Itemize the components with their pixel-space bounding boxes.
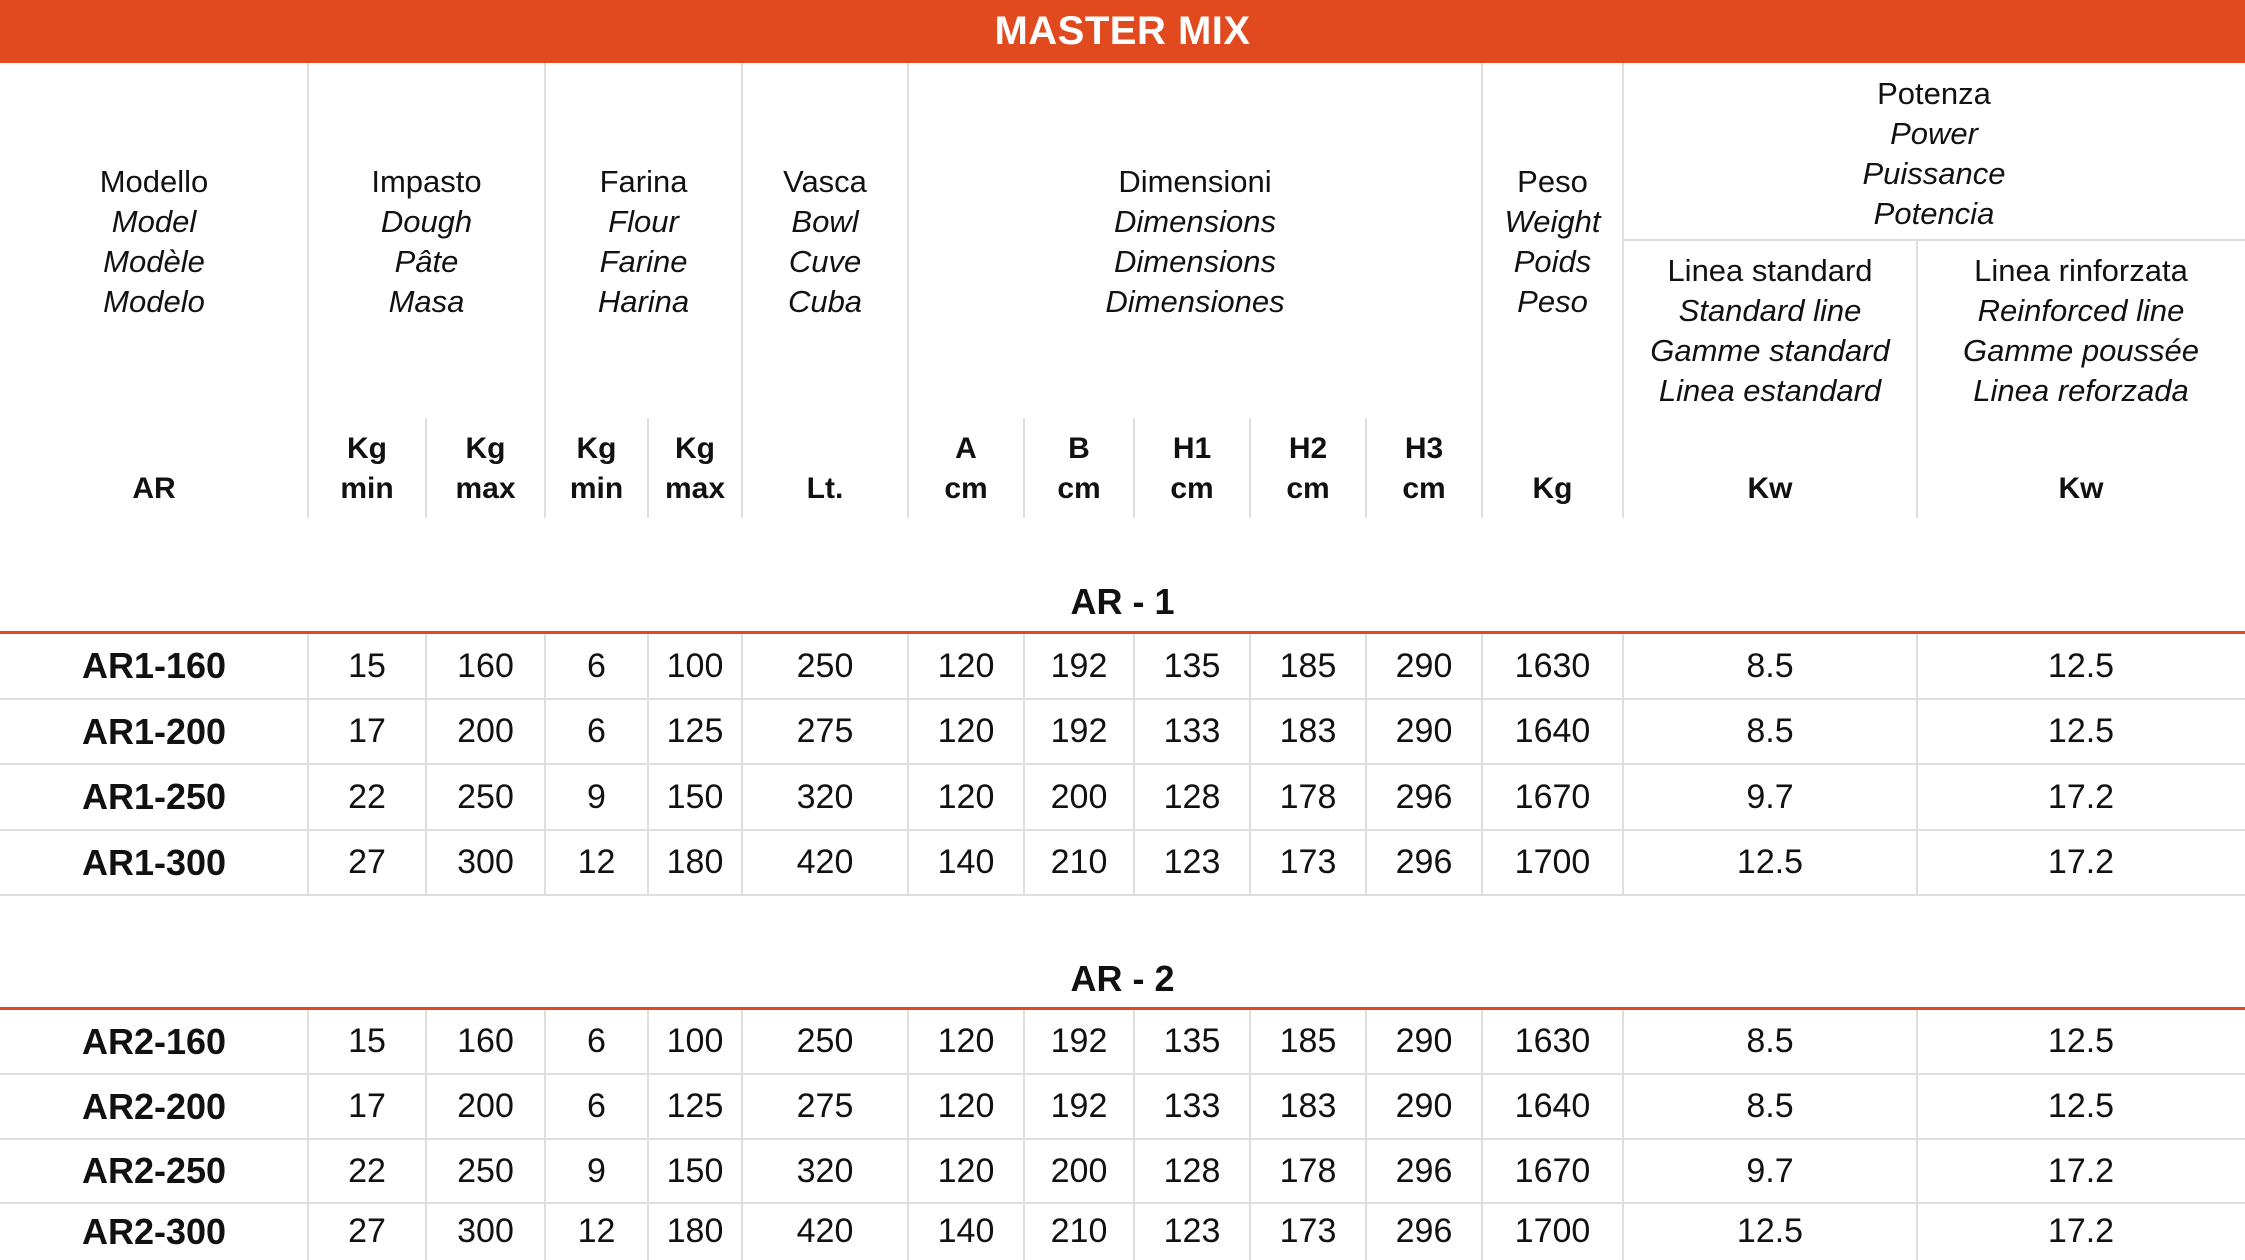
table-cell: 12.5 bbox=[2047, 646, 2115, 685]
header-line: Linea rinforzata bbox=[1974, 253, 2188, 288]
table-cell: 17.2 bbox=[2047, 1151, 2115, 1190]
table-cell: 1700 bbox=[1514, 1212, 1591, 1250]
unit-label bbox=[1250, 429, 1366, 509]
table-cell: 9 bbox=[587, 1151, 606, 1190]
header-line: Puissance bbox=[1862, 156, 2006, 191]
model-name: AR2-200 bbox=[81, 1085, 227, 1127]
header-dough bbox=[308, 162, 545, 322]
unit-text: A bbox=[955, 432, 977, 465]
table-cell: 296 bbox=[1395, 1151, 1453, 1190]
header-line: Linea reforzada bbox=[1973, 373, 2189, 408]
unit-text: H1 bbox=[1172, 432, 1212, 465]
unit-text: H2 bbox=[1288, 432, 1328, 465]
unit-label bbox=[308, 429, 426, 509]
row-divider bbox=[0, 894, 2245, 896]
table-cell: 296 bbox=[1395, 777, 1453, 816]
table-cell: 1640 bbox=[1514, 1087, 1591, 1125]
table-cell: 200 bbox=[1050, 1151, 1108, 1190]
table-cell: 22 bbox=[348, 777, 386, 816]
table-cell: 1640 bbox=[1514, 712, 1591, 750]
header-divider bbox=[1623, 239, 2245, 241]
table-cell: 1630 bbox=[1514, 1022, 1591, 1060]
table-cell: 135 bbox=[1163, 1022, 1221, 1060]
table-cell: 12 bbox=[577, 843, 616, 881]
header-line: Dimensioni bbox=[1118, 164, 1272, 199]
header-line: Masa bbox=[388, 284, 465, 319]
table-cell: 173 bbox=[1279, 1212, 1337, 1250]
header-line: Peso bbox=[1517, 164, 1588, 199]
table-cell: 173 bbox=[1279, 843, 1337, 881]
table-cell: 200 bbox=[457, 712, 514, 750]
unit-text: Kw bbox=[1747, 472, 1793, 505]
header-line: Bowl bbox=[791, 204, 859, 239]
unit-label bbox=[908, 429, 1024, 509]
table-cell: 300 bbox=[457, 1212, 514, 1250]
table-cell: 9.7 bbox=[1746, 777, 1794, 816]
header-line: Farina bbox=[599, 164, 688, 199]
header-line: Dough bbox=[380, 204, 473, 239]
table-cell: 17.2 bbox=[2047, 1212, 2115, 1250]
header-line: Flour bbox=[608, 204, 679, 239]
table-cell: 290 bbox=[1395, 712, 1453, 750]
unit-text: Kw bbox=[2058, 472, 2104, 505]
table-cell: 210 bbox=[1050, 843, 1108, 881]
header-flour bbox=[545, 162, 742, 322]
table-cell: 12.5 bbox=[2047, 712, 2115, 750]
header-line: Linea standard bbox=[1667, 253, 1873, 288]
table-cell: 192 bbox=[1050, 1022, 1108, 1060]
table-cell: 120 bbox=[937, 1087, 995, 1125]
table-cell: 250 bbox=[796, 1022, 854, 1060]
table-cell: 6 bbox=[587, 1022, 606, 1060]
table-cell: 6 bbox=[587, 712, 606, 750]
table-cell: 128 bbox=[1163, 1151, 1221, 1190]
table-cell: 9 bbox=[587, 777, 606, 816]
unit-text: cm bbox=[1402, 472, 1446, 505]
unit-label bbox=[1134, 429, 1250, 509]
table-cell: 15 bbox=[348, 1022, 386, 1060]
table-cell: 250 bbox=[457, 777, 514, 816]
unit-label bbox=[1917, 469, 2245, 509]
header-line: Modèle bbox=[103, 244, 205, 279]
table-cell: 123 bbox=[1163, 843, 1221, 881]
header-line: Peso bbox=[1517, 284, 1588, 319]
header-line: Cuba bbox=[787, 284, 863, 319]
unit-text: Lt. bbox=[806, 472, 844, 505]
unit-label bbox=[1623, 469, 1917, 509]
table-cell: 6 bbox=[587, 646, 606, 685]
table-cell: 100 bbox=[666, 1022, 724, 1060]
table-cell: 120 bbox=[937, 777, 995, 816]
header-line: Model bbox=[111, 204, 197, 239]
header-line: Modelo bbox=[103, 284, 205, 319]
header-line: Harina bbox=[597, 284, 690, 319]
unit-label bbox=[1482, 469, 1623, 509]
header-line: Reinforced line bbox=[1977, 293, 2185, 328]
unit-label bbox=[1366, 429, 1482, 509]
table-cell: 185 bbox=[1279, 646, 1337, 685]
table-cell: 125 bbox=[666, 712, 724, 750]
unit-label bbox=[648, 429, 742, 509]
unit-text: Kg bbox=[347, 432, 387, 465]
unit-label bbox=[545, 429, 648, 509]
table-cell: 17 bbox=[348, 1087, 386, 1125]
header-bowl bbox=[742, 162, 908, 322]
header-line: Gamme standard bbox=[1650, 333, 1890, 368]
unit-text: Kg bbox=[576, 432, 617, 465]
table-cell: 178 bbox=[1279, 777, 1337, 816]
unit-text: max bbox=[455, 472, 516, 505]
unit-text: cm bbox=[1057, 472, 1101, 505]
table-cell: 250 bbox=[457, 1151, 514, 1190]
table-cell: 133 bbox=[1163, 712, 1221, 750]
table-cell: 192 bbox=[1050, 646, 1108, 685]
unit-text: H3 bbox=[1404, 432, 1444, 465]
table-cell: 320 bbox=[796, 1151, 854, 1190]
table-cell: 200 bbox=[457, 1087, 514, 1125]
unit-text: min bbox=[340, 472, 394, 505]
header-model bbox=[0, 162, 308, 322]
header-line: Potenza bbox=[1877, 76, 1991, 111]
header-line: Dimensiones bbox=[1105, 284, 1285, 319]
header-line: Impasto bbox=[371, 164, 482, 199]
header-reinforced-line bbox=[1917, 251, 2245, 411]
table-cell: 250 bbox=[796, 646, 854, 685]
table-cell: 192 bbox=[1050, 1087, 1108, 1125]
table-cell: 12.5 bbox=[2047, 1087, 2115, 1125]
header-dimensions bbox=[908, 162, 1482, 322]
table-cell: 290 bbox=[1395, 646, 1453, 685]
model-name: AR2-300 bbox=[81, 1210, 227, 1252]
table-cell: 275 bbox=[796, 712, 854, 750]
table-cell: 120 bbox=[937, 1151, 995, 1190]
table-cell: 12.5 bbox=[1736, 843, 1804, 881]
table-cell: 180 bbox=[666, 1212, 724, 1250]
table-cell: 320 bbox=[796, 777, 854, 816]
header-power bbox=[1623, 74, 2245, 234]
header-line: Standard line bbox=[1678, 293, 1862, 328]
unit-text: B bbox=[1068, 432, 1090, 465]
table-cell: 27 bbox=[348, 843, 386, 881]
table-cell: 150 bbox=[666, 777, 724, 816]
table-cell: 8.5 bbox=[1746, 1022, 1794, 1060]
unit-label bbox=[742, 469, 908, 509]
table-cell: 150 bbox=[666, 1151, 724, 1190]
table-cell: 300 bbox=[457, 843, 514, 881]
header-line: Farine bbox=[599, 244, 688, 279]
header-line: Dimensions bbox=[1114, 204, 1276, 239]
table-cell: 183 bbox=[1279, 1087, 1337, 1125]
table-cell: 135 bbox=[1163, 646, 1221, 685]
section-title: AR - 2 bbox=[1070, 958, 1175, 999]
header-line: Vasca bbox=[783, 164, 867, 199]
table-cell: 12.5 bbox=[2047, 1022, 2115, 1060]
unit-text: Kg bbox=[1532, 472, 1573, 505]
unit-text: max bbox=[664, 472, 726, 505]
model-name: AR1-200 bbox=[81, 710, 227, 752]
table-cell: 1700 bbox=[1514, 843, 1591, 881]
table-cell: 120 bbox=[937, 646, 995, 685]
table-cell: 290 bbox=[1395, 1087, 1453, 1125]
model-name: AR2-160 bbox=[81, 1020, 227, 1062]
table-cell: 123 bbox=[1163, 1212, 1221, 1250]
model-name: AR1-300 bbox=[81, 841, 227, 883]
table-cell: 100 bbox=[666, 646, 724, 685]
table-cell: 420 bbox=[796, 1212, 854, 1250]
table-cell: 12.5 bbox=[1736, 1212, 1804, 1250]
unit-text: cm bbox=[1286, 472, 1330, 505]
table-cell: 27 bbox=[348, 1212, 386, 1250]
header-standard-line bbox=[1623, 251, 1917, 411]
table-cell: 12 bbox=[577, 1212, 616, 1250]
header-line: Potencia bbox=[1873, 196, 1995, 231]
header-line: Modello bbox=[99, 164, 209, 199]
table-cell: 9.7 bbox=[1746, 1151, 1794, 1190]
unit-text: cm bbox=[1170, 472, 1214, 505]
table-cell: 140 bbox=[937, 843, 995, 881]
unit-text: cm bbox=[944, 472, 988, 505]
table-cell: 180 bbox=[666, 843, 724, 881]
model-name: AR2-250 bbox=[81, 1150, 227, 1191]
table-cell: 1630 bbox=[1514, 646, 1591, 685]
unit-label bbox=[426, 429, 545, 509]
unit-label bbox=[0, 469, 308, 509]
header-line: Cuve bbox=[788, 244, 862, 279]
unit-text: Kg bbox=[465, 432, 506, 465]
unit-label bbox=[1024, 429, 1134, 509]
table-cell: 8.5 bbox=[1746, 646, 1794, 685]
table-cell: 17 bbox=[348, 712, 386, 750]
table-cell: 296 bbox=[1395, 1212, 1453, 1250]
table-cell: 1670 bbox=[1514, 777, 1591, 816]
table-cell: 210 bbox=[1050, 1212, 1108, 1250]
table-cell: 22 bbox=[348, 1151, 386, 1190]
header-line: Weight bbox=[1504, 204, 1601, 239]
table-cell: 178 bbox=[1279, 1151, 1337, 1190]
table-cell: 120 bbox=[937, 712, 995, 750]
table-cell: 8.5 bbox=[1746, 1087, 1794, 1125]
table-cell: 15 bbox=[348, 646, 386, 685]
table-cell: 200 bbox=[1050, 777, 1108, 816]
table-cell: 8.5 bbox=[1746, 712, 1794, 750]
table-cell: 420 bbox=[796, 843, 854, 881]
table-cell: 140 bbox=[937, 1212, 995, 1250]
table-cell: 290 bbox=[1395, 1022, 1453, 1060]
table-cell: 17.2 bbox=[2047, 843, 2115, 881]
table-cell: 192 bbox=[1050, 712, 1108, 750]
page-title: MASTER MIX bbox=[0, 0, 2245, 63]
table-cell: 6 bbox=[587, 1087, 606, 1125]
unit-text: AR bbox=[132, 472, 176, 505]
table-cell: 17.2 bbox=[2047, 777, 2115, 816]
table-cell: 296 bbox=[1395, 843, 1453, 881]
unit-text: Kg bbox=[675, 432, 715, 465]
table-cell: 160 bbox=[457, 646, 514, 685]
header-line: Power bbox=[1890, 116, 1978, 151]
section-title: AR - 1 bbox=[1070, 581, 1175, 622]
header-line: Gamme poussée bbox=[1962, 333, 2200, 368]
model-name: AR1-250 bbox=[81, 776, 227, 817]
header-line: Poids bbox=[1513, 244, 1592, 279]
table-cell: 133 bbox=[1163, 1087, 1221, 1125]
model-name: AR1-160 bbox=[81, 645, 227, 686]
unit-text: min bbox=[569, 472, 624, 505]
table-cell: 183 bbox=[1279, 712, 1337, 750]
header-line: Pâte bbox=[394, 244, 459, 279]
table-cell: 128 bbox=[1163, 777, 1221, 816]
table-cell: 120 bbox=[937, 1022, 995, 1060]
table-cell: 275 bbox=[796, 1087, 854, 1125]
header-line: Linea estandard bbox=[1658, 373, 1882, 408]
table-cell: 160 bbox=[457, 1022, 514, 1060]
header-weight bbox=[1482, 162, 1623, 322]
table-cell: 1670 bbox=[1514, 1151, 1591, 1190]
header-line: Dimensions bbox=[1114, 244, 1276, 279]
table-cell: 125 bbox=[666, 1087, 724, 1125]
table-cell: 185 bbox=[1279, 1022, 1337, 1060]
